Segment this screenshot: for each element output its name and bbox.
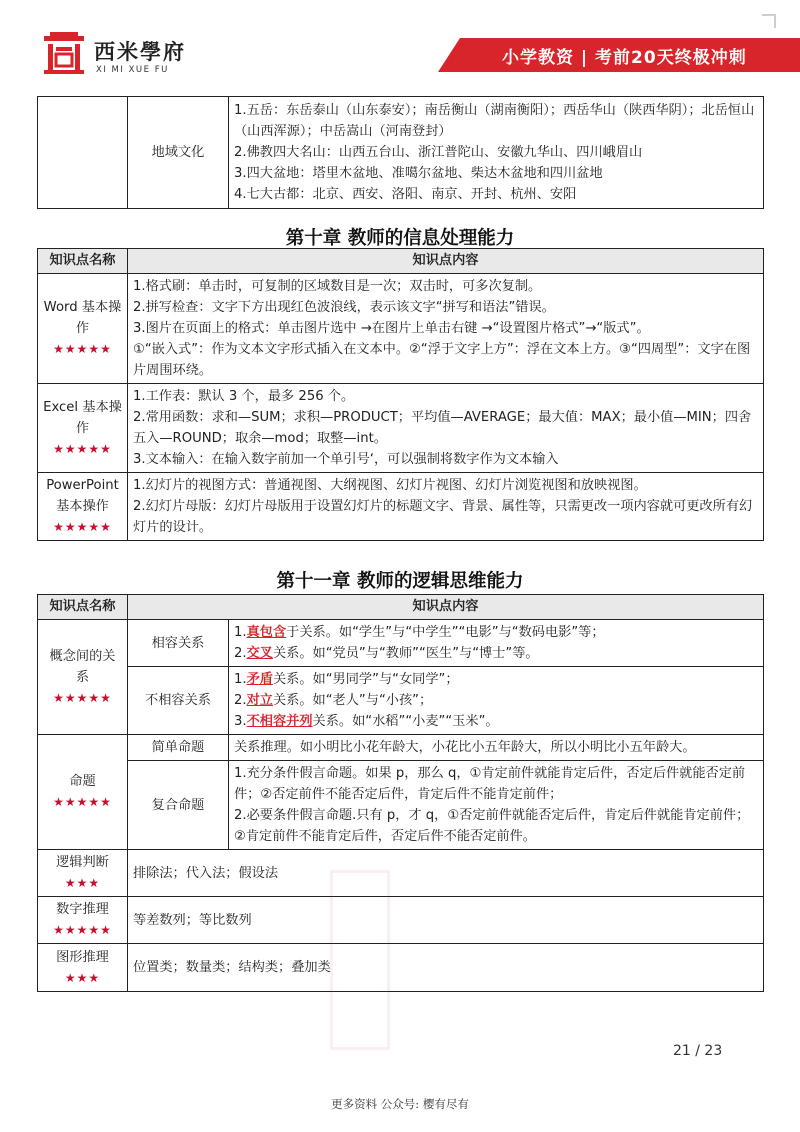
star-rating: ★★★★★ [53, 441, 112, 456]
table-row [38, 761, 764, 850]
table-row [38, 274, 764, 384]
compat-label: 相容关系 [128, 620, 229, 667]
star-rating: ★★★★★ [53, 923, 112, 937]
chapter-11-title: 第十一章 教师的逻辑思维能力 [276, 571, 524, 592]
table-row [38, 944, 764, 992]
figure-reason-name: 图形推理 [56, 949, 109, 965]
ch10-row2-name: Excel 基本操作 [43, 399, 122, 436]
ch11-col-content: 知识点内容 [128, 595, 764, 620]
compound-line-1: 1.充分条件假言命题。如果 p，那么 q，①肯定前件就能肯定后件，否定后件就能否定前件；②否定前件不能否定后件，肯定后件不能肯定前件； [234, 766, 746, 802]
geo-line-3: 3.四大盆地：塔里木盆地、准噶尔盆地、柴达木盆地和四川盆地 [234, 166, 603, 181]
page-number: 21 / 23 [673, 1043, 723, 1059]
number-reason-content: 等差数列；等比数列 [128, 897, 764, 944]
proposition-name: 命题 [69, 774, 96, 789]
star-rating: ★★★★★ [53, 690, 112, 705]
ch10-row1-name: Word 基本操作 [43, 300, 122, 336]
table-row [38, 897, 764, 944]
table-row [38, 735, 764, 761]
ch10-row1-line4: ①“嵌入式”：作为文本文字形式插入在文本中。②“浮于文字上方”：浮在文本上方。③“四周型”：文字在图片周围环绕。 [133, 342, 751, 378]
compat-line-2: 2.交叉关系。如“党员”与“教师”“医生”与“博士”等。 [234, 646, 539, 661]
ch10-row1-line2: 2.拼写检查：文字下方出现红色波浪线，表示该文字“拼写和语法”错误。 [133, 300, 555, 315]
logic-judge-name: 逻辑判断 [56, 855, 109, 870]
number-reason-name: 数字推理 [56, 902, 109, 917]
ch10-row1-line1: 1.格式刷：单击时，可复制的区域数目是一次；双击时，可多次复制。 [133, 279, 542, 294]
simple-content: 关系推理。如小明比小花年龄大，小花比小五年龄大，所以小明比小五年龄大。 [229, 735, 764, 761]
ch10-row3-line1: 1.幻灯片的视图方式：普通视图、大纲视图、幻灯片视图、幻灯片浏览视图和放映视图。 [133, 478, 647, 493]
table-row [38, 850, 764, 897]
star-rating: ★★★ [64, 970, 101, 985]
ch10-col-content: 知识点内容 [128, 249, 764, 274]
geo-line-2: 2.佛教四大名山：山西五台山、浙江普陀山、安徽九华山、四川峨眉山 [234, 145, 643, 160]
compound-label: 复合命题 [128, 761, 229, 850]
incompat-line-3: 3.不相容并列关系。如“水稻”“小麦”“玉米”。 [234, 714, 499, 729]
chapter-10-title: 第十章 教师的信息处理能力 [285, 228, 515, 249]
incompat-label: 不相容关系 [128, 667, 229, 735]
ch10-row3-line2: 2.幻灯片母版：幻灯片母版用于设置幻灯片的标题文字、背景、属性等，只需更改一项内容就可更改所有幻灯片的设计。 [133, 499, 753, 535]
ch10-row2-line3: 3.文本输入：在输入数字前加一个单引号‘，可以强制将数字作为文本输入 [133, 452, 559, 467]
chapter-11-table [37, 594, 764, 992]
brand-subtitle: XI MI XUE FU [96, 65, 169, 75]
star-rating: ★★★★★ [53, 520, 112, 534]
geo-line-1: 1.五岳：东岳泰山（山东泰安）；南岳衡山（湖南衡阳）；西岳华山（陕西华阴）；北岳恒山（山西浑源）；中岳嵩山（河南登封） [234, 103, 755, 139]
ch10-row2-line1: 1.工作表：默认 3 个，最多 256 个。 [133, 389, 355, 404]
incompat-line-1: 1.矛盾关系。如“男同学”与“女同学”； [234, 672, 459, 687]
ch11-col-name: 知识点名称 [38, 595, 128, 620]
table-row [38, 620, 764, 667]
page-header [0, 0, 800, 88]
banner-text: 小学教资 | 考前20天终极冲刺 [502, 48, 747, 68]
figure-reason-content: 位置类；数量类；结构类；叠加类 [128, 944, 764, 992]
ch10-row3-name: PowerPoint 基本操作 [46, 478, 119, 514]
ch10-row1-line3: 3.图片在页面上的格式：单击图片选中 →在图片上单击右键 →“设置图片格式”→“版式”。 [133, 321, 650, 336]
ch10-col-name: 知识点名称 [38, 249, 128, 274]
compat-line-1: 1.真包含于关系。如“学生”与“中学生”“电影”与“数码电影”等； [234, 625, 605, 640]
table-row [38, 473, 764, 541]
compound-line-2: 2.必要条件假言命题.只有 p，才 q，①否定前件就能否定后件，肯定后件就能肯定前件；②肯定前件不能肯定后件，否定后件不能否定前件。 [234, 808, 750, 844]
geo-culture-table [37, 96, 764, 209]
geo-label: 地域文化 [128, 97, 229, 209]
simple-label: 简单命题 [128, 735, 229, 761]
geo-line-4: 4.七大古都：北京、西安、洛阳、南京、开封、杭州、安阳 [234, 187, 577, 202]
brand-name: 西米學府 [94, 40, 186, 64]
star-rating: ★★★★★ [53, 342, 112, 356]
table-row [38, 384, 764, 473]
footer-note: 更多资料 公众号: 樱有尽有 [331, 1097, 469, 1111]
logic-judge-content: 排除法；代入法；假设法 [128, 850, 764, 897]
incompat-line-2: 2.对立关系。如“老人”与“小孩”； [234, 693, 433, 708]
corner-mark-icon [762, 14, 776, 28]
xmxf-logo-icon [40, 30, 88, 76]
star-rating: ★★★★★ [53, 795, 112, 809]
table-row [38, 667, 764, 735]
star-rating: ★★★ [64, 876, 101, 890]
geo-content [229, 97, 764, 209]
ch10-row2-line2: 2.常用函数：求和—SUM；求积—PRODUCT；平均值—AVERAGE；最大值：MAX；最小值—MIN；四舍五入—ROUND；取余—mod；取整—int。 [133, 410, 752, 446]
concept-name: 概念间的关系 [49, 648, 116, 685]
chapter-10-table [37, 248, 764, 541]
